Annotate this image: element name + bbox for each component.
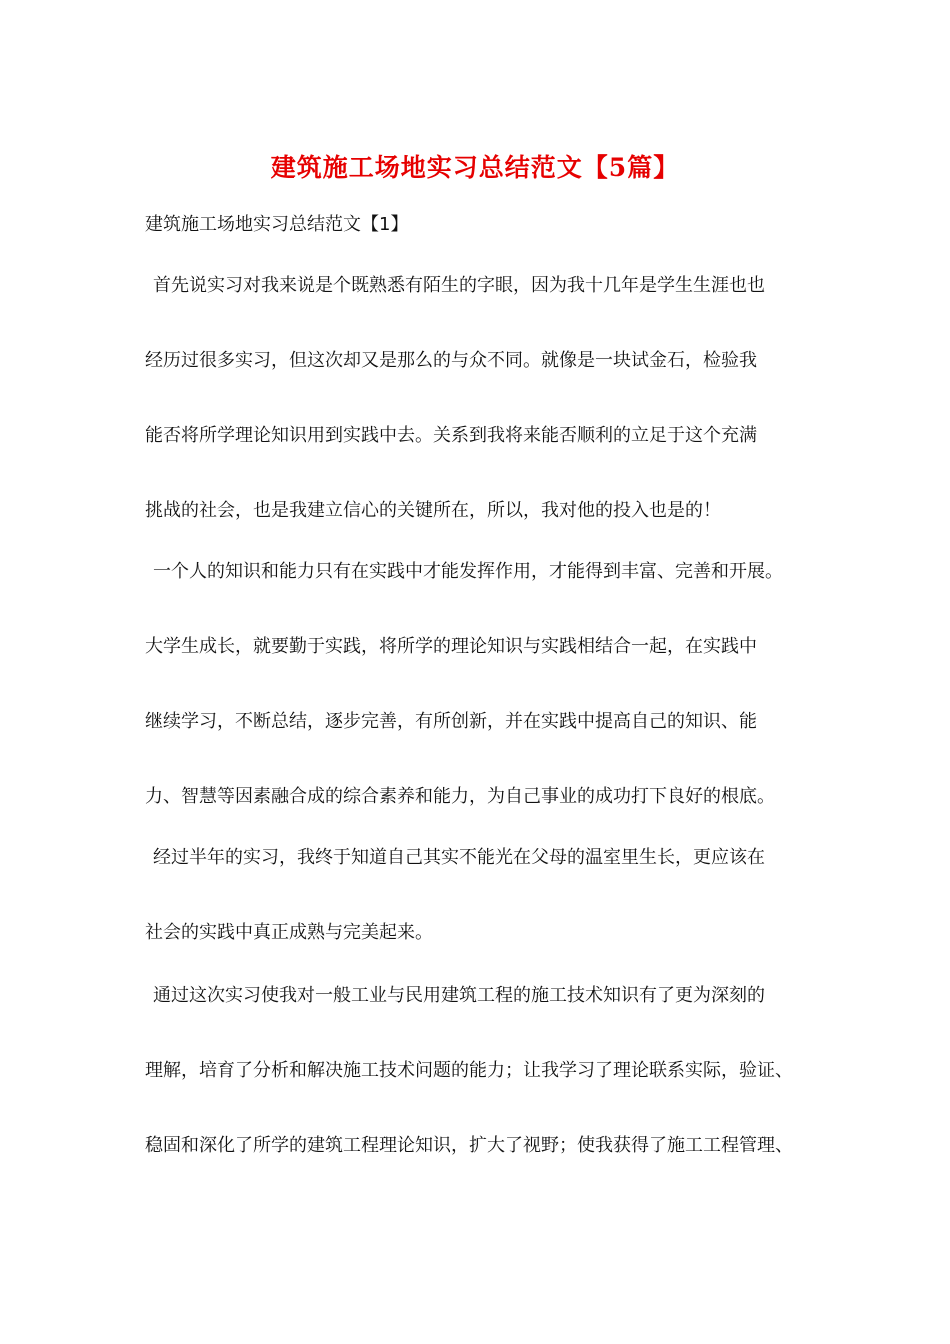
body-line: 继续学习，不断总结，逐步完善，有所创新，并在实践中提高自己的知识、能 <box>145 711 757 732</box>
body-line: 首先说实习对我来说是个既熟悉有陌生的字眼，因为我十几年是学生生涯也也 <box>153 275 765 296</box>
document-title: 建筑施工场地实习总结范文【5篇】 <box>270 153 680 182</box>
body-line: 一个人的知识和能力只有在实践中才能发挥作用，才能得到丰富、完善和开展。 <box>153 561 783 582</box>
body-line: 稳固和深化了所学的建筑工程理论知识，扩大了视野；使我获得了施工工程管理、 <box>145 1135 793 1156</box>
section-heading: 建筑施工场地实习总结范文【1】 <box>145 214 409 235</box>
body-line: 通过这次实习使我对一般工业与民用建筑工程的施工技术知识有了更为深刻的 <box>153 985 765 1006</box>
body-line: 大学生成长，就要勤于实践，将所学的理论知识与实践相结合一起，在实践中 <box>145 636 757 657</box>
body-line: 力、智慧等因素融合成的综合素养和能力，为自己事业的成功打下良好的根底。 <box>145 786 775 807</box>
body-line: 挑战的社会，也是我建立信心的关键所在，所以，我对他的投入也是的！ <box>145 500 721 521</box>
body-line: 能否将所学理论知识用到实践中去。关系到我将来能否顺利的立足于这个充满 <box>145 425 757 446</box>
body-line: 理解，培育了分析和解决施工技术问题的能力；让我学习了理论联系实际，验证、 <box>145 1060 793 1081</box>
body-line: 经历过很多实习，但这次却又是那么的与众不同。就像是一块试金石，检验我 <box>145 350 757 371</box>
body-line: 社会的实践中真正成熟与完美起来。 <box>145 922 433 943</box>
body-line: 经过半年的实习，我终于知道自己其实不能光在父母的温室里生长，更应该在 <box>153 847 765 868</box>
